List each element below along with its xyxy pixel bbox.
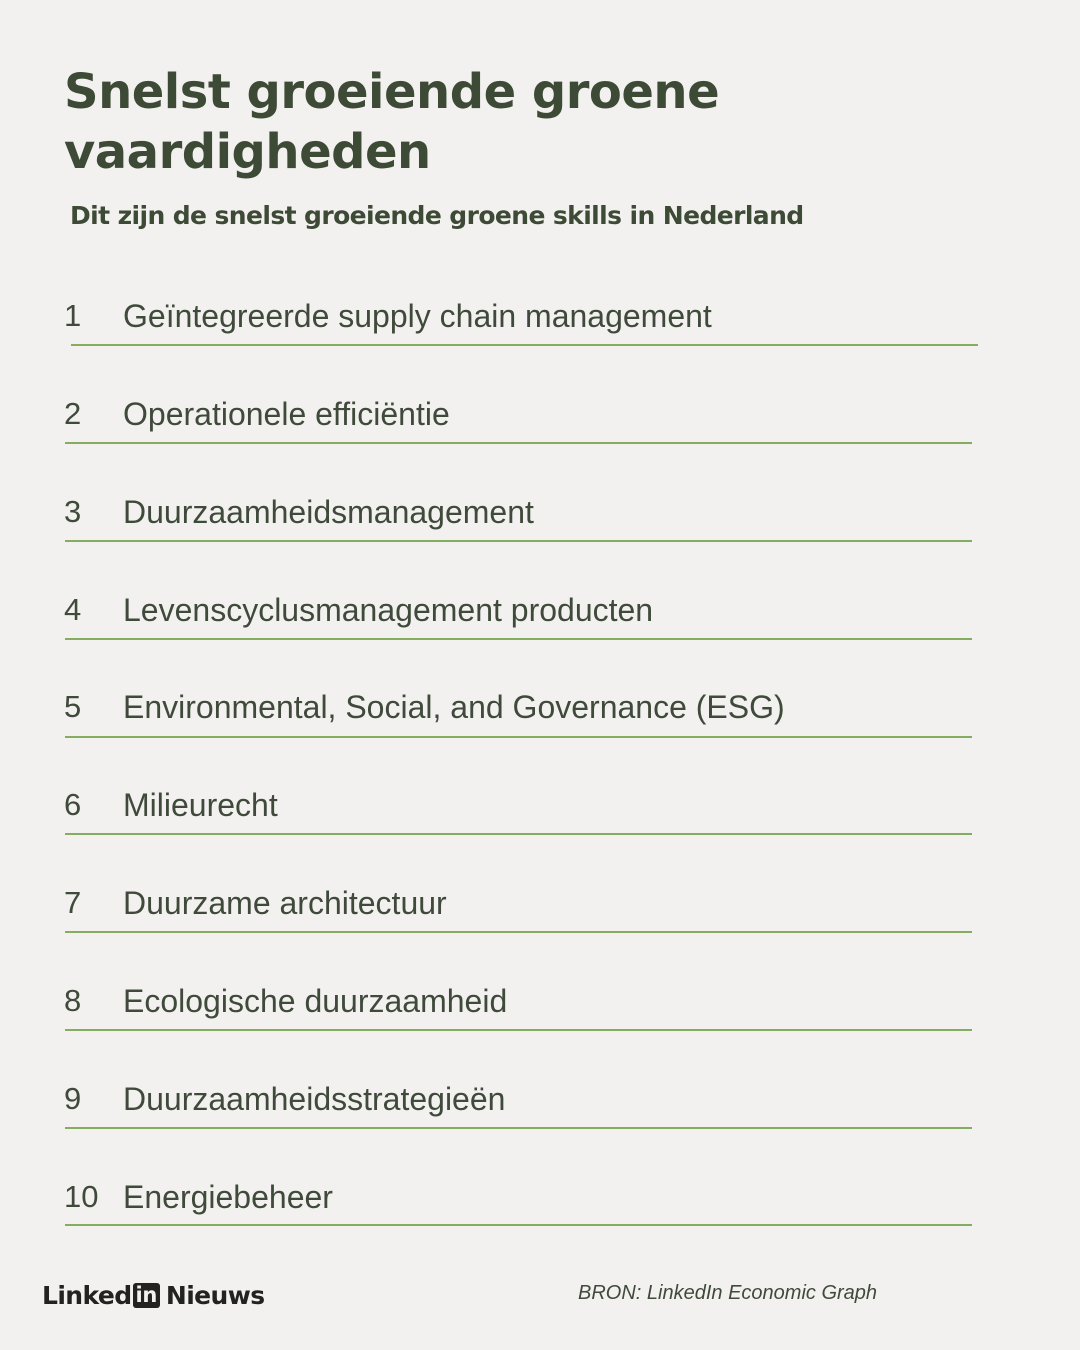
skill-label: Duurzame architectuur: [123, 885, 447, 921]
list-item: [0, 566, 1080, 664]
list-item: [0, 1153, 1080, 1251]
divider: [65, 931, 972, 933]
skill-label: Levenscyclusmanagement producten: [123, 592, 654, 628]
list-item: [0, 761, 1080, 859]
rank-number: 6: [64, 787, 82, 822]
rank-number: 10: [64, 1179, 99, 1214]
page-title: Snelst groeiende groene vaardigheden: [64, 64, 720, 180]
divider: [65, 540, 972, 542]
list-item: [0, 468, 1080, 566]
skill-label: Operationele efficiëntie: [123, 396, 450, 432]
rank-number: 7: [64, 885, 82, 920]
rank-number: 2: [64, 396, 82, 431]
divider: [65, 833, 972, 835]
skill-label: Ecologische duurzaamheid: [123, 983, 508, 1019]
page-subtitle: Dit zijn de snelst groeiende groene skills in Nederland: [70, 201, 804, 230]
list-item: [0, 1055, 1080, 1153]
skill-label: Energiebeheer: [123, 1179, 333, 1215]
skill-label: Duurzaamheidsstrategieën: [123, 1081, 506, 1117]
linkedin-icon: in: [133, 1283, 160, 1308]
rank-number: 4: [64, 592, 82, 627]
divider: [65, 1127, 972, 1129]
list-item: [0, 859, 1080, 957]
skill-label: Geïntegreerde supply chain management: [123, 298, 712, 334]
skill-label: Milieurecht: [123, 787, 278, 823]
linkedin-news-logo: [42, 1277, 265, 1313]
divider: [71, 344, 978, 346]
skill-label: Environmental, Social, and Governance (ESG): [123, 689, 785, 725]
divider: [65, 1224, 972, 1226]
divider: [65, 638, 972, 640]
divider: [65, 1029, 972, 1031]
divider: [65, 442, 972, 444]
skill-label: Duurzaamheidsmanagement: [123, 494, 534, 530]
rank-number: 3: [64, 494, 82, 529]
divider: [65, 736, 972, 738]
source-credit: BRON: LinkedIn Economic Graph: [578, 1282, 878, 1304]
list-item: [0, 272, 1080, 370]
rank-number: 1: [64, 298, 82, 333]
rank-number: 9: [64, 1081, 82, 1116]
rank-number: 5: [64, 689, 82, 724]
list-item: [0, 370, 1080, 468]
list-item: [0, 957, 1080, 1055]
list-item: [0, 663, 1080, 761]
rank-number: 8: [64, 983, 82, 1018]
logo-news-text: Nieuws: [165, 1280, 265, 1310]
logo-linked-text: Linked: [42, 1280, 132, 1310]
